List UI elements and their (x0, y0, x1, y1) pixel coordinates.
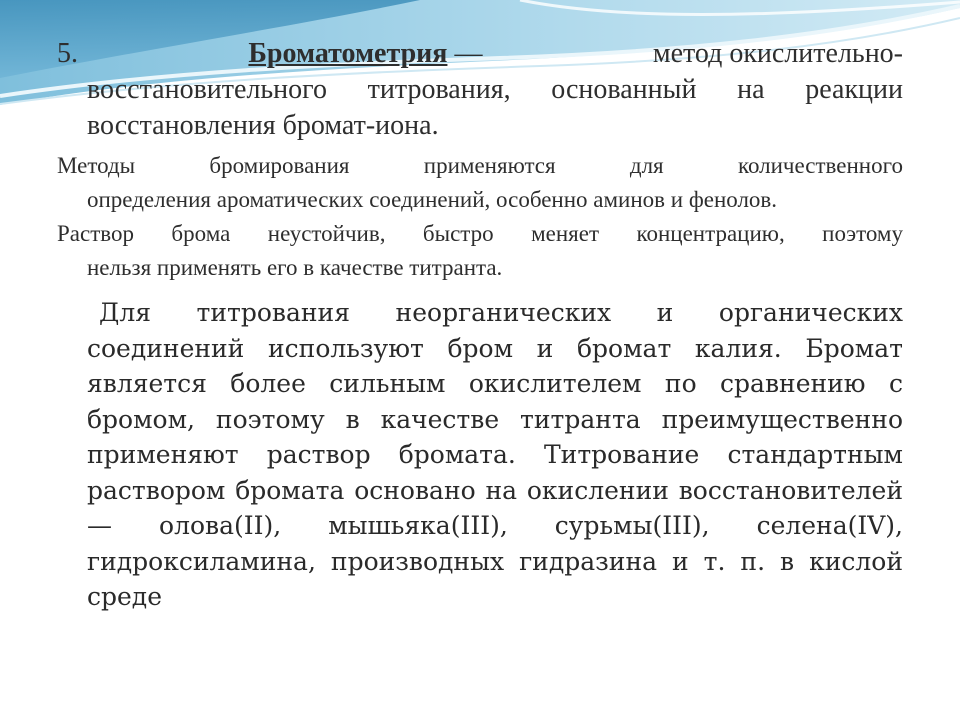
paragraph-bromination (57, 149, 903, 217)
heading-number: 5. (57, 38, 78, 69)
definition-first-line (57, 36, 903, 72)
paragraph-bromine-solution (57, 217, 903, 285)
paragraph-definition (57, 36, 903, 144)
word: бромирования (209, 153, 350, 178)
heading-term: Броматометрия (248, 38, 448, 69)
word: количественного (737, 153, 903, 178)
definition-continuation: восстановительного титрования, основанный на реакции восстановления бромат-иона. (87, 74, 903, 141)
word: для (629, 153, 664, 178)
bromination-first-line (57, 149, 903, 183)
heading-tail: метод окислительно- (652, 38, 903, 69)
slide-content (57, 36, 903, 615)
bromine-first-line: Раствор брома неустойчив, быстро меняет концентрацию, поэтому (57, 221, 903, 246)
heading-term-group (248, 36, 482, 72)
word: Методы (57, 153, 136, 178)
bromination-continuation: определения ароматических соединений, особенно аминов и фенолов. (87, 187, 778, 212)
bromine-continuation: нельзя применять его в качестве титранта. (87, 255, 503, 280)
heading-dash: — (454, 38, 483, 69)
word: применяются (423, 153, 556, 178)
paragraph-titration: Для титрования неорганических и органических соединений используют бром и бромат калия. Бромат является более сильным окислителем по сравнению с бромом, поэтому в качестве титранта преимущественно применяют раствор бромата. Титрование стандартным раствором бромата основано на окислении восстановителей — олова(II), мышьяка(III), сурьмы(III), селена(IV), гидроксиламина, производных гидразина и т. п. в кислой среде (87, 298, 903, 611)
